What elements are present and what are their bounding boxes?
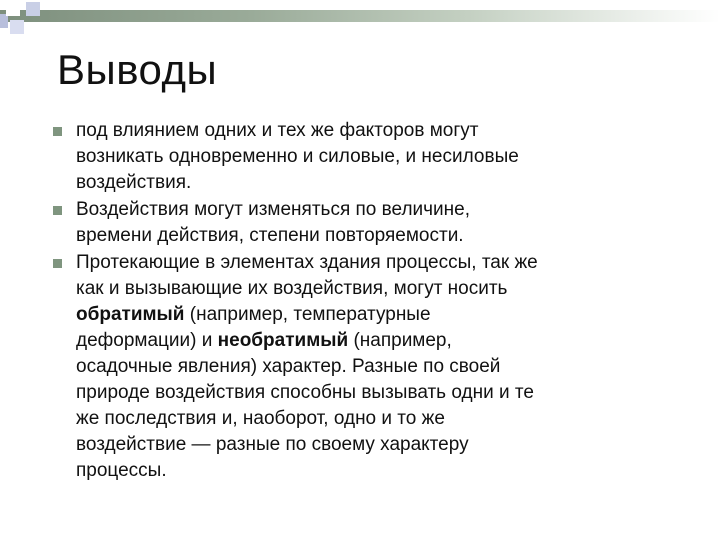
bullet-item: [50, 250, 690, 484]
bullet-text-part: Протекающие в элементах здания процессы, так же как и вызывающие их воздействия, могут носить: [76, 252, 538, 299]
bullet-item: [50, 197, 690, 249]
square-bullet-icon: [53, 259, 62, 268]
header-decoration-band: [0, 10, 720, 22]
decoration-square: [10, 20, 24, 34]
bullet-text-part: (например, осадочные явления) характер. Разные по своей природе воздействия способны вызывать одни и те же последствия и, наоборот, одно и то же воздействие — разные по своему характеру процессы.: [76, 330, 534, 481]
square-bullet-icon: [53, 127, 62, 136]
slide-title: Выводы: [57, 46, 218, 93]
bullet-text: [76, 252, 538, 481]
decoration-square: [26, 2, 40, 16]
bold-term-irreversible: необратимый: [217, 330, 349, 351]
decoration-square: [6, 2, 20, 16]
bullet-text-part: (например, температурные деформации) и: [76, 304, 431, 351]
bullet-list: [50, 118, 690, 485]
bullet-item: [50, 118, 690, 196]
bullet-text: под влиянием одних и тех же факторов могут возникать одновременно и силовые, и несиловые воздействия.: [76, 120, 519, 193]
square-bullet-icon: [53, 206, 62, 215]
bold-term-reversible: обратимый: [76, 304, 185, 325]
decoration-square: [0, 14, 8, 28]
bullet-text: Воздействия могут изменяться по величине, времени действия, степени повторяемости.: [76, 199, 471, 246]
